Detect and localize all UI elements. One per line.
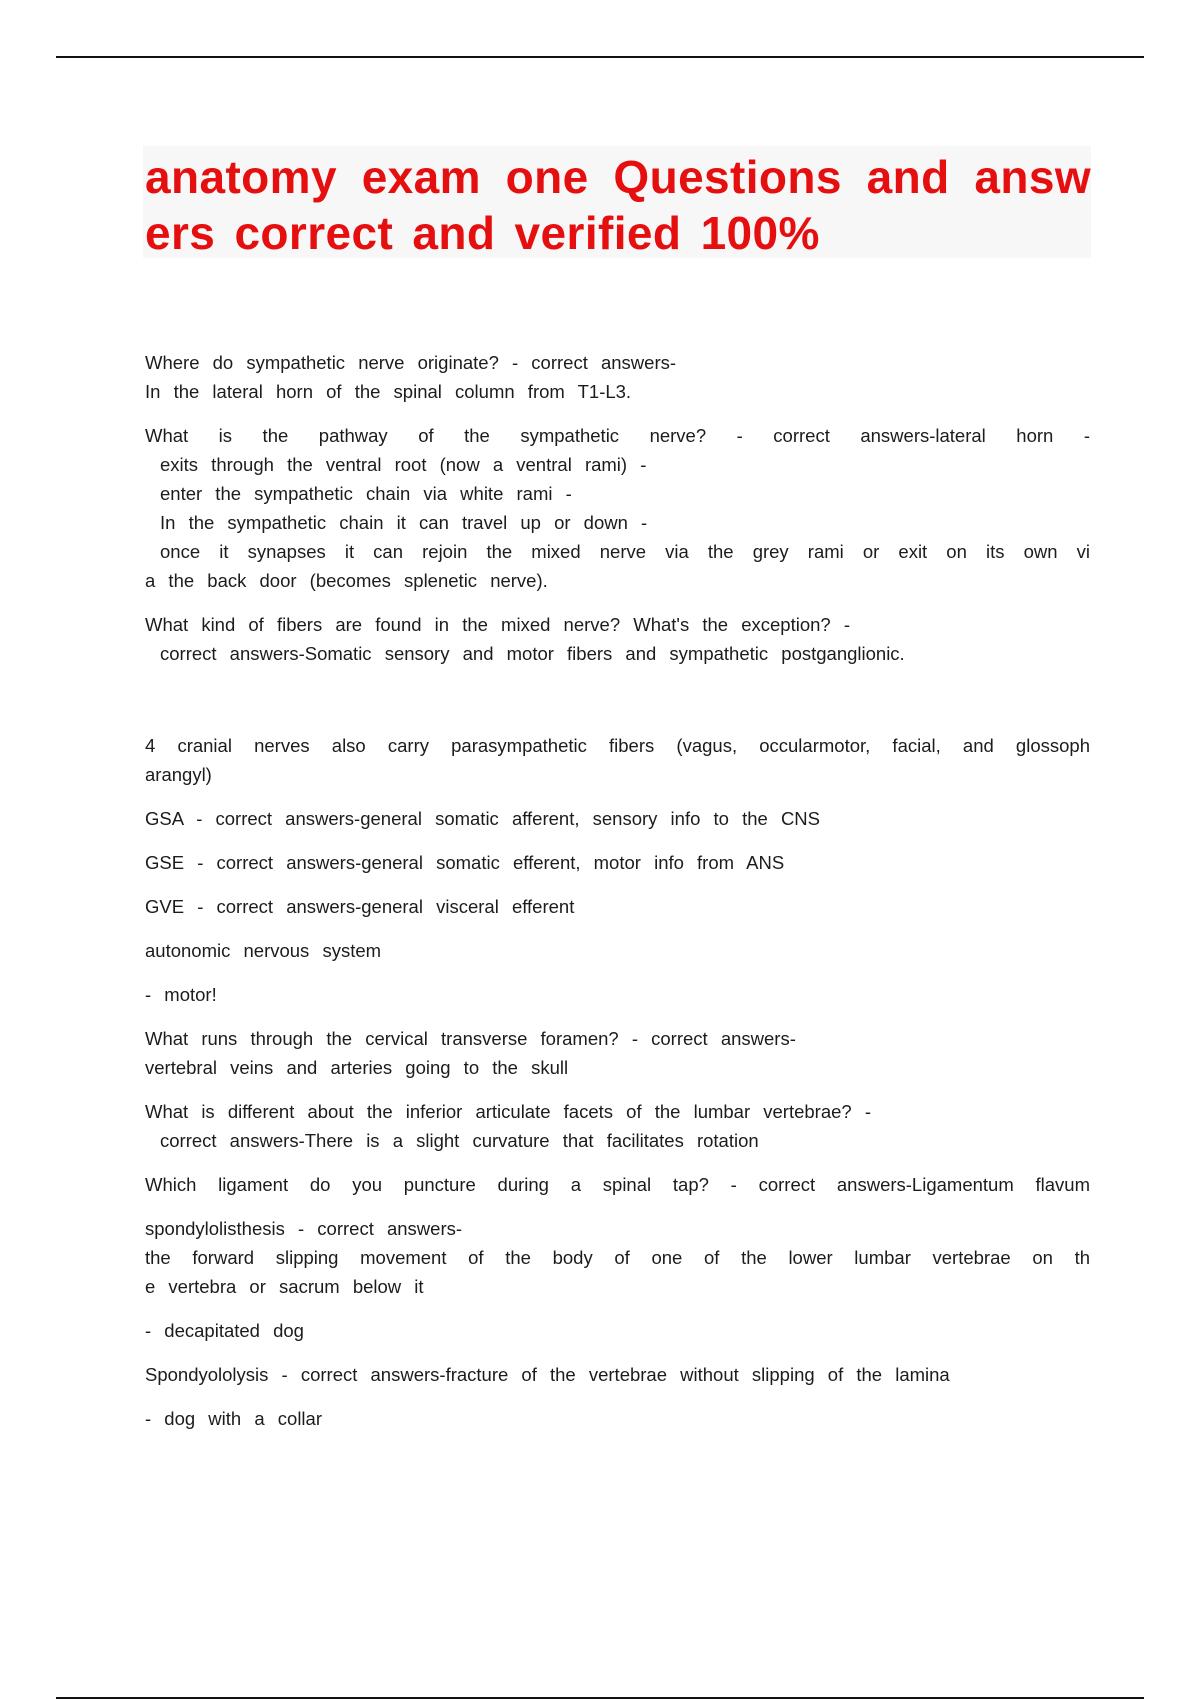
- text-line: - decapitated dog: [145, 1320, 304, 1341]
- text-line: GSE - correct answers-general somatic efferent, motor info from ANS: [145, 852, 785, 873]
- document-title: [143, 146, 1091, 258]
- text-line: autonomic nervous system: [145, 940, 382, 961]
- text-line: enter the sympathetic chain via white rami -: [160, 483, 572, 504]
- text-line: What runs through the cervical transverse foramen? - correct answers-: [145, 1028, 796, 1049]
- text-line: What is different about the inferior articulate facets of the lumbar vertebrae? -: [145, 1101, 872, 1122]
- text-line: - dog with a collar: [145, 1408, 322, 1429]
- text-line: GSA - correct answers-general somatic afferent, sensory info to the CNS: [145, 808, 820, 829]
- text-line: Spondyololysis - correct answers-fracture of the vertebrae without slipping of the lamina: [145, 1364, 950, 1385]
- text-line: - motor!: [145, 984, 217, 1005]
- text-line: arangyl): [145, 764, 212, 785]
- bottom-rule: [56, 1697, 1144, 1699]
- text-line: once it synapses it can rejoin the mixed nerve via the grey rami or exit on its own vi: [160, 541, 1090, 562]
- text-line: 4 cranial nerves also carry parasympathetic fibers (vagus, occularmotor, facial, and glossoph: [145, 735, 1090, 756]
- text-line: e vertebra or sacrum below it: [145, 1276, 424, 1297]
- text-line: correct answers-Somatic sensory and motor fibers and sympathetic postganglionic.: [160, 643, 905, 664]
- text-line: exits through the ventral root (now a ventral rami) -: [160, 454, 647, 475]
- title-line-1: anatomy exam one Questions and answ: [145, 151, 1091, 203]
- text-line: vertebral veins and arteries going to the skull: [145, 1057, 569, 1078]
- text-line: In the lateral horn of the spinal column from T1-L3.: [145, 381, 632, 402]
- text-line: the forward slipping movement of the body of one of the lower lumbar vertebrae on th: [145, 1247, 1090, 1268]
- text-line: correct answers-There is a slight curvature that facilitates rotation: [160, 1130, 759, 1151]
- title-line-2: ers correct and verified 100%: [145, 207, 820, 259]
- text-line: What is the pathway of the sympathetic nerve? - correct answers-lateral horn -: [145, 425, 1090, 446]
- text-line: Which ligament do you puncture during a spinal tap? - correct answers-Ligamentum flavum: [145, 1174, 1090, 1195]
- text-line: GVE - correct answers-general visceral efferent: [145, 896, 575, 917]
- text-line: spondylolisthesis - correct answers-: [145, 1218, 463, 1239]
- text-line: What kind of fibers are found in the mixed nerve? What's the exception? -: [145, 614, 850, 635]
- text-line: In the sympathetic chain it can travel up or down -: [160, 512, 648, 533]
- text-line: a the back door (becomes splenetic nerve).: [145, 570, 548, 591]
- top-rule: [56, 56, 1144, 58]
- text-line: Where do sympathetic nerve originate? - correct answers-: [145, 352, 677, 373]
- document-body: [145, 348, 1090, 1433]
